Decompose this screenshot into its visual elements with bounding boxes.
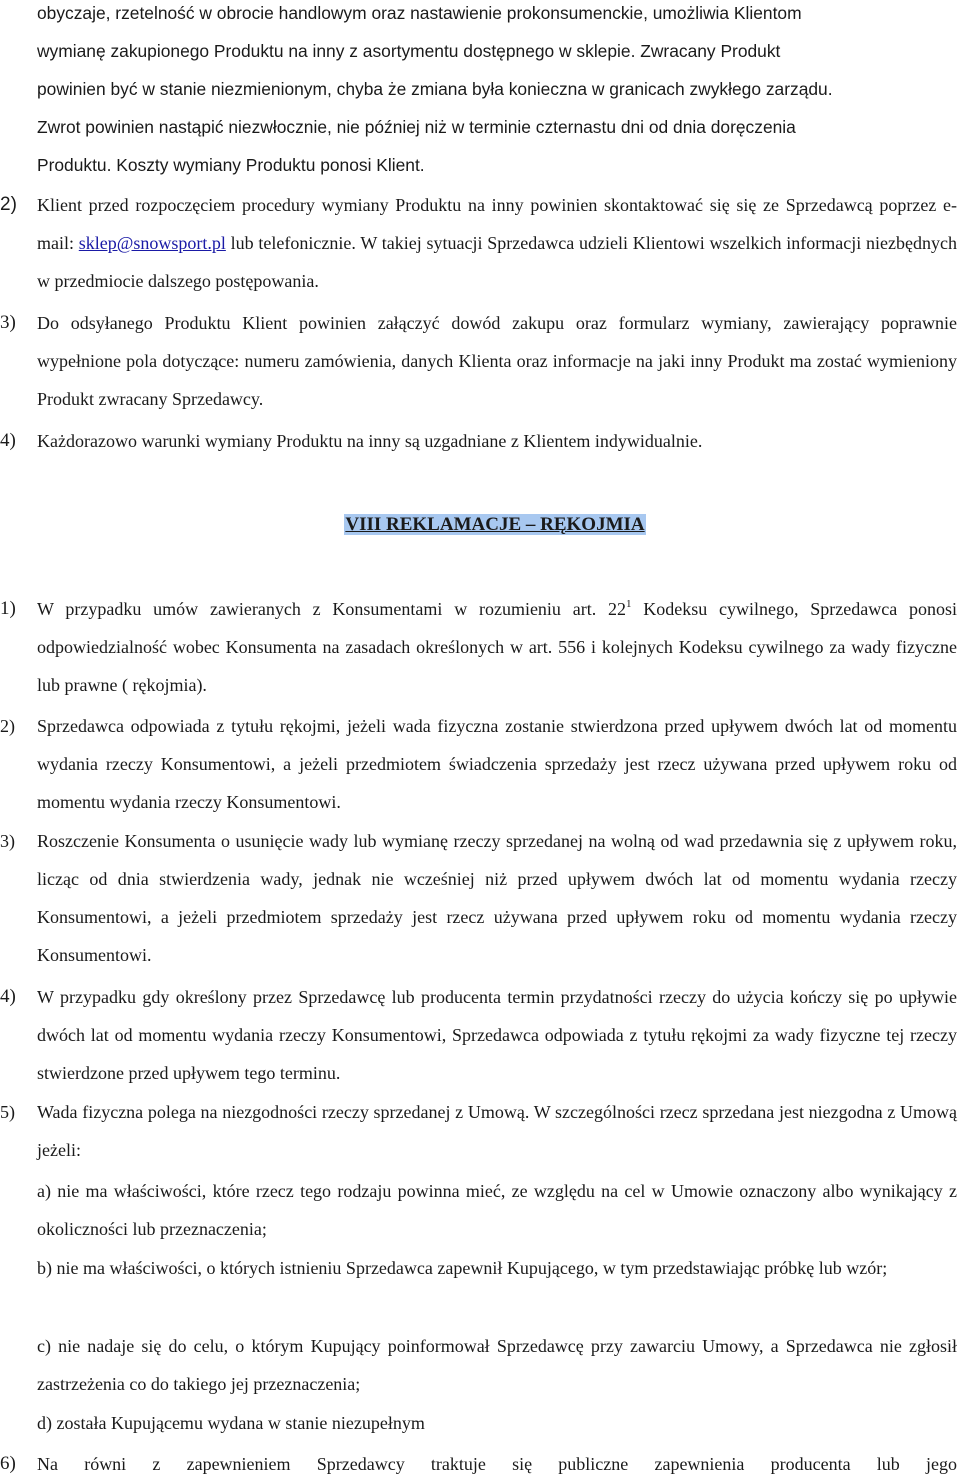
email-link[interactable]: sklep@snowsport.pl xyxy=(78,233,226,253)
exchange-item-2 xyxy=(37,186,957,300)
complaint-item-6: Na równi z zapewnieniem Sprzedawcy traktuje się publiczne zapewnienia producenta lub jego xyxy=(37,1454,957,1474)
complaint-item-5d: d) została Kupującemu wydana w stanie niezupełnym xyxy=(37,1413,425,1433)
item-text: W przypadku umów zawieranych z Konsumentami w rozumieniu art. 22 xyxy=(37,599,626,619)
complaint-item-5b: b) nie ma właściwości, o których istnieniu Sprzedawca zapewnił Kupującego, w tym przedstawiając próbkę lub wzór; xyxy=(37,1258,888,1278)
text-line: Zwrot powinien nastąpić niezwłocznie, nie później niż w terminie czternastu dni od dnia doręczenia xyxy=(37,117,796,137)
text-line: wymianę zakupionego Produktu na inny z asortymentu dostępnego w sklepie. Zwracany Produkt xyxy=(37,41,781,61)
section-heading xyxy=(0,506,960,544)
section-heading-text: VIII REKLAMACJE – RĘKOJMIA xyxy=(345,514,645,535)
exchange-item-3: Do odsyłanego Produktu Klient powinien załączyć dowód zakupu oraz formularz wymiany, zawierający poprawnie wypełnione pola dotyczące: numeru zamówienia, danych Klienta oraz informacje na jaki inny Produkt ma zostać wymieniony Produkt zwracany Sprzedawcy. xyxy=(37,313,957,409)
exchange-continuation-paragraph xyxy=(37,0,957,184)
text-line: Produktu. Koszty wymiany Produktu ponosi Klient. xyxy=(37,155,425,175)
list-number: 1) xyxy=(0,598,16,619)
complaint-item-5c: c) nie nadaje się do celu, o którym Kupujący poinformował Sprzedawcę przy zawarciu Umowy, a Sprzedawca nie zgłosił zastrzeżenia co do takiego jej przeznaczenia; xyxy=(37,1336,957,1394)
list-number: 2) xyxy=(0,716,15,736)
complaint-item-2: Sprzedawca odpowiada z tytułu rękojmi, jeżeli wada fizyczna zostanie stwierdzona przed upływem dwóch lat od momentu wydania rzeczy Konsumentowi, a jeżeli przedmiotem świadczenia sprzedaży jest rzecz używana przed upływem roku od momentu wydania rzeczy Konsumentowi. xyxy=(37,716,957,812)
list-number: 4) xyxy=(0,986,16,1007)
list-number: 4) xyxy=(0,430,16,451)
complaint-item-4: W przypadku gdy określony przez Sprzedawcę lub producenta termin przydatności rzeczy do użycia kończy się po upływie dwóch lat od momentu wydania rzeczy Konsumentowi, Sprzedawca odpowiada z tytułu rękojmi za wady fizyczne tej rzeczy stwierdzone przed upływem tego terminu. xyxy=(37,987,957,1083)
item-text: Kodeksu cywilnego, Sprzedawca ponosi odpowiedzialność wobec Konsumenta na zasadach określonych w art. 556 i kolejnych Kodeksu cywilnego za wady fizyczne lub prawne ( rękojmia). xyxy=(37,599,957,695)
text-line: obyczaje, rzetelność w obrocie handlowym oraz nastawienie prokonsumenckie, umożliwia Klientom xyxy=(37,3,802,23)
item-text: lub telefonicznie. W takiej sytuacji Sprzedawca udzieli Klientowi wszelkich informacji niezbędnych w przedmiocie dalszego postępowania. xyxy=(37,233,958,291)
complaint-item-5a: a) nie ma właściwości, które rzecz tego rodzaju powinna mieć, ze względu na cel w Umowie oznaczony albo wynikający z okoliczności lub przeznaczenia; xyxy=(37,1181,957,1239)
item-text: Klient przed rozpoczęciem procedury wymiany Produktu na inny powinien skontaktować się się ze Sprzedawcą poprzez e-mail: xyxy=(37,195,957,253)
list-number: 5) xyxy=(0,1102,15,1122)
list-number: 3) xyxy=(0,312,16,333)
complaint-item-5: Wada fizyczna polega na niezgodności rzeczy sprzedanej z Umową. W szczególności rzecz sprzedana jest niezgodna z Umową jeżeli: xyxy=(37,1102,957,1160)
superscript: 1 xyxy=(625,598,632,610)
list-number: 2) xyxy=(0,194,17,215)
complaint-item-1 xyxy=(37,590,957,704)
text-line: powinien być w stanie niezmienionym, chyba że zmiana była konieczna w granicach zwykłego zarządu. xyxy=(37,79,833,99)
complaint-item-3: Roszczenie Konsumenta o usunięcie wady lub wymianę rzeczy sprzedanej na wolną od wad przedawnia się z upływem roku, licząc od dnia stwierdzenia wady, jednak nie wcześniej niż przed upływem dwóch lat od momentu wydania rzeczy Konsumentowi, a jeżeli przedmiotem sprzedaży jest rzecz używana przed upływem roku od momentu wydania rzeczy Konsumentowi. xyxy=(37,831,957,965)
list-number: 6) xyxy=(0,1453,16,1474)
exchange-item-4: Każdorazowo warunki wymiany Produktu na inny są uzgadniane z Klientem indywidualnie. xyxy=(37,431,703,451)
list-number: 3) xyxy=(0,831,15,851)
